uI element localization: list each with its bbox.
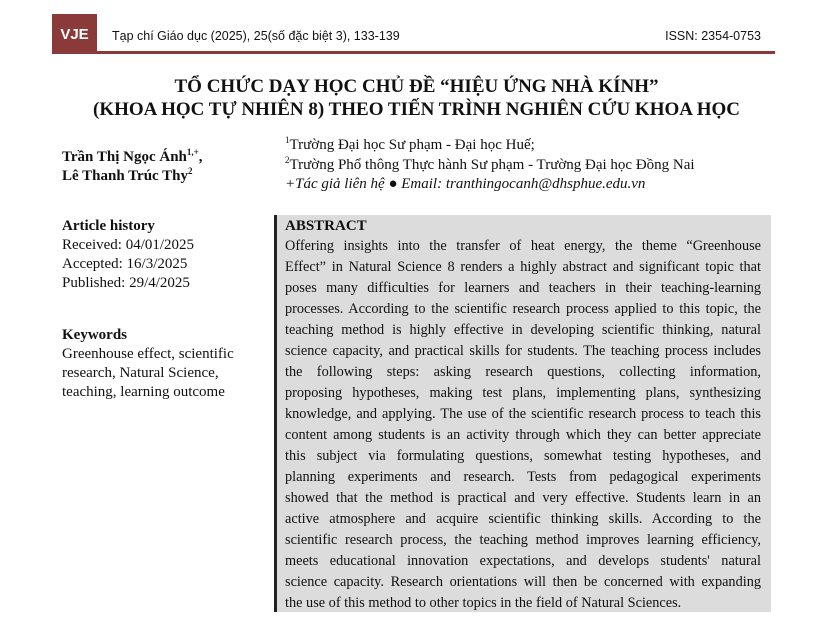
abstract-line: science capacity, and practical skills for students. The teaching process includes [285,343,761,359]
issn: ISSN: 2354-0753 [665,29,761,43]
accepted-date: Accepted: 16/3/2025 [62,256,188,272]
abstract-line: poses many difficulties for learners and teachers in their teaching-learning [285,280,761,296]
keywords-heading: Keywords [62,327,127,343]
abstract-line: the use of this method to other topics in the field of Natural Sciences. [285,595,682,611]
abstract-line: science capacity. Research orientations will then be concerned with expanding [285,574,761,590]
affiliations [285,136,695,195]
abstract-line: this subject via formulating questions, somewhat testing hypotheses, and [285,448,761,464]
abstract-line: scientific research process, the teaching method improves learning efficiency, [285,532,761,548]
received-date: Received: 04/01/2025 [62,237,195,253]
abstract-line: proposing hypotheses, making test plans, implementing plans, synthesizing [285,385,761,401]
authors [62,148,203,186]
keywords-line: Greenhouse effect, scientific [62,346,234,362]
published-date: Published: 29/4/2025 [62,275,190,291]
abstract-box [274,215,771,612]
abstract-heading: ABSTRACT [285,218,367,234]
journal-logo: VJE [52,14,97,54]
abstract-line: teaching method is highly effective in developing scientific thinking, natural [285,322,761,338]
title-line-2: (KHOA HỌC TỰ NHIÊN 8) THEO TIẾN TRÌNH NGHIÊN CỨU KHOA HỌC [93,99,740,120]
abstract-body [285,236,761,614]
abstract-line: showed that the method is practical and very effective. Students learn in an [285,490,761,506]
keywords-line: research, Natural Science, [62,365,219,381]
author: Trần Thị Ngọc Ánh$^{1,+}$, [62,147,203,165]
abstract-line: Effect” in Natural Science 8 renders a highly abstract and significant topic that [285,259,761,275]
affiliation: $^1$Trường Đại học Sư phạm - Đại học Huế; [285,135,535,153]
history-heading: Article history [62,218,155,234]
keywords-line: teaching, learning outcome [62,384,225,400]
abstract-line: the following steps: asking research questions, collecting information, [285,364,761,380]
header-rule [52,51,775,54]
journal-citation: Tạp chí Giáo dục (2025), 25(số đặc biệt 3), 133-139 [112,29,400,43]
article-history [62,217,194,293]
abstract-line: processes. According to the scientific research process applied to this topic, the [285,301,761,317]
abstract-line: active atmosphere and acquire scientific thinking skills. According to the [285,511,761,527]
abstract-line: knowledge, and applying. The use of the scientific research process to teach this [285,406,761,422]
abstract-line: content among students is an activity through which they can better appreciate [285,427,761,443]
author: Lê Thanh Trúc Thy$^2$ [62,166,193,184]
abstract-line: meets educational innovation expectations, and develops students' natural [285,553,761,569]
keywords [62,326,234,402]
abstract-line: planning experiments and research. Tests from pedagogical experiments [285,469,761,485]
abstract-line: Offering insights into the transfer of heat energy, the theme “Greenhouse [285,238,761,254]
title-line-1: TỔ CHỨC DẠY HỌC CHỦ ĐỀ “HIỆU ỨNG NHÀ KÍNH” [174,76,659,97]
affiliation: $^2$Trường Phổ thông Thực hành Sư phạm - Trường Đại học Đồng Nai [285,154,695,173]
contact-email[interactable]: +Tác giả liên hệ ● Email: tranthingocanh@dhsphue.edu.vn [285,176,646,192]
